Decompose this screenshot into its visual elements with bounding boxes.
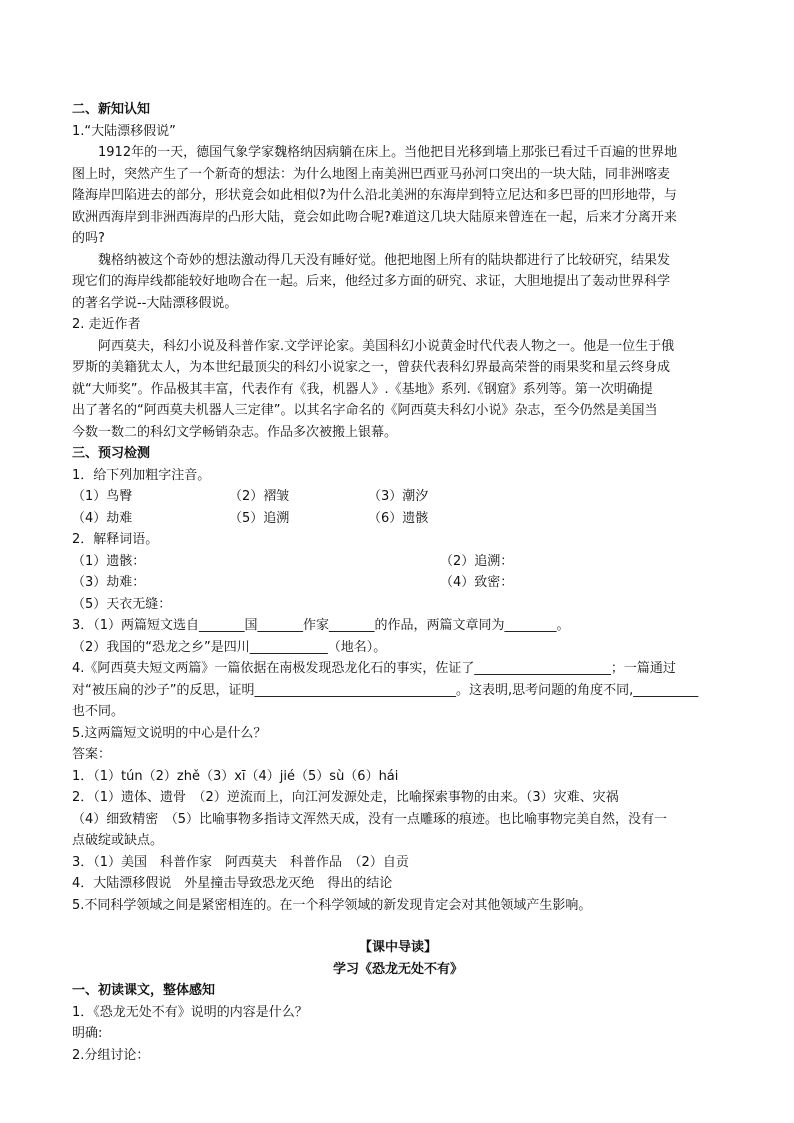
vocab-item: （1）遗骸： xyxy=(72,553,146,569)
text-line: 罗斯的美籍犹太人，为本世纪最顶尖的科幻小说家之一，曾获代表科幻界最高荣誉的雨果奖和星云终身成 xyxy=(72,360,671,375)
pinyin-item: （3）潮汐 xyxy=(368,489,429,504)
vocab-row-2 xyxy=(72,572,724,594)
question-3-part-1: 3．（1）两篇短文选自_______国_______作家_______的作品，两篇文章同为________。 xyxy=(72,618,570,633)
question-5: 5.这两篇短文说明的中心是什么？ xyxy=(72,725,267,741)
lesson-question-1: 1．《恐龙无处不有》说明的内容是什么？ xyxy=(72,1004,308,1020)
lesson-subtitle: 学习《恐龙无处不有》 xyxy=(332,961,463,977)
answer-4: 4．大陆漂移假说 外星撞击导致恐龙灭绝 得出的结论 xyxy=(72,876,393,891)
answer-1: 1．（1）tún（2）zhě（3）xī（4）jié（5）sù（6）hái xyxy=(72,768,399,784)
text-line: 阿西莫夫，科幻小说及科普作家.文学评论家。美国科幻小说黄金时代代表人物之一。他是一位生于俄 xyxy=(98,338,675,354)
pinyin-item: （5）追溯 xyxy=(229,510,290,526)
pinyin-item: （4）劫难 xyxy=(72,510,133,526)
question-3-part-2: （2）我国的“恐龙之乡”是四川____________（地名）。 xyxy=(72,639,387,655)
lesson-question-2: 2.分组讨论： xyxy=(72,1047,150,1063)
question-4-line-1: 4.《阿西莫夫短文两篇》一篇依据在南极发现恐龙化石的事实，佐证了_____________________；一篇通过 xyxy=(72,661,676,676)
text-line: 1912年的一天，德国气象学家魏格纳因病躺在床上。当他把目光移到墙上那张已看过千百遍的世界地 xyxy=(98,145,678,160)
vocab-item: （3）劫难： xyxy=(72,575,146,590)
paragraph-wegener-idea xyxy=(72,142,724,250)
item-title-author: 2. 走近作者 xyxy=(72,317,141,332)
text-line: 图上时，突然产生了一个新奇的想法：为什么地图上南美洲巴西亚马孙河口突出的一块大陆，同非洲喀麦 xyxy=(72,166,671,182)
answer-2-line-2: （4）细致精密 （5）比喻事物多指诗文浑然天成，没有一点雕琢的痕迹。也比喻事物完美自然，没有一 xyxy=(72,811,668,827)
question-4-line-3: 也不同。 xyxy=(72,704,125,719)
section-heading-new-knowledge: 二、新知认知 xyxy=(72,102,151,117)
vocab-item: （2）追溯： xyxy=(440,553,514,569)
question-1: 1．给下列加粗字注音。 xyxy=(72,467,211,483)
answer-5: 5.不同科学领域之间是紧密相连的。在一个科学领域的新发现肯定会对其他领域产生影响。 xyxy=(72,897,592,913)
text-line: 现它们的海岸线都能较好地吻合在一起。后来，他经过多方面的研究、求证，大胆地提出了轰动世界科学 xyxy=(72,274,671,289)
text-line: 魏格纳被这个奇妙的想法激动得几天没有睡好觉。他把地图上所有的陆块都进行了比较研究，结果发 xyxy=(98,252,671,268)
question-2: 2．解释词语。 xyxy=(72,532,159,547)
text-line: 欧洲西海岸到非洲西海岸的凸形大陆，竟会如此吻合呢?难道这几块大陆原来曾连在一起，后来才分离开来 xyxy=(72,209,677,225)
answer-3: 3．（1）美国 科普作家 阿西莫夫 科普作品 （2）自贡 xyxy=(72,854,409,870)
text-line: 就“大师奖”。作品极其丰富，代表作有《我，机器人》.《基地》系列.《钢窟》系列等。第一次明确提 xyxy=(72,381,653,397)
vocab-row-3: （5）天衣无缝： xyxy=(72,596,172,612)
text-line: 的吗? xyxy=(72,231,105,246)
text-line: 的著名学说--大陆漂移假说。 xyxy=(72,295,238,311)
vocab-row-1 xyxy=(72,551,724,573)
answer-2-line-1: 2．（1）遗体、遗骨 （2）逆流而上，向江河发源处走，比喻探索事物的由来。（3）灾难、灾祸 xyxy=(72,790,619,805)
item-title-continental-drift: 1.“大陆漂移假说” xyxy=(72,123,176,139)
answer-label: 答案： xyxy=(72,747,112,762)
answer-2-line-3: 点破绽或缺点。 xyxy=(72,833,164,848)
vocab-item: （4）致密： xyxy=(440,575,514,590)
pinyin-item: （1）鸟臀 xyxy=(72,489,133,504)
text-line: 出了著名的“阿西莫夫机器人三定律”。以其名字命名的《阿西莫夫科幻小说》杂志，至今仍然是美国当 xyxy=(72,403,658,418)
pinyin-row-1 xyxy=(72,486,724,508)
pinyin-item: （6）遗骸 xyxy=(368,510,429,526)
paragraph-asimov-bio xyxy=(72,336,724,444)
document-page xyxy=(72,99,724,1066)
lesson-title: 【课中导读】 xyxy=(358,940,437,955)
text-line: 今数一数二的科幻文学畅销杂志。作品多次被搬上银幕。 xyxy=(72,424,398,440)
paragraph-wegener-research xyxy=(72,250,724,315)
question-4-line-2: 对“被压扁的沙子”的反思，证明_______________________________。这表明,思考问题的角度不同,__________ xyxy=(72,682,699,698)
section-heading-preview-test: 三、预习检测 xyxy=(72,446,151,461)
mingque-label: 明确: xyxy=(72,1026,103,1041)
text-line: 隆海岸凹陷进去的部分，形状竟会如此相似?为什么沿北美洲的东海岸到特立尼达和多巴哥的凹形地带，与 xyxy=(72,188,677,203)
pinyin-item: （2）褶皱 xyxy=(229,489,290,504)
section-heading-first-reading: 一、初读课文，整体感知 xyxy=(72,983,216,998)
pinyin-row-2 xyxy=(72,508,724,530)
